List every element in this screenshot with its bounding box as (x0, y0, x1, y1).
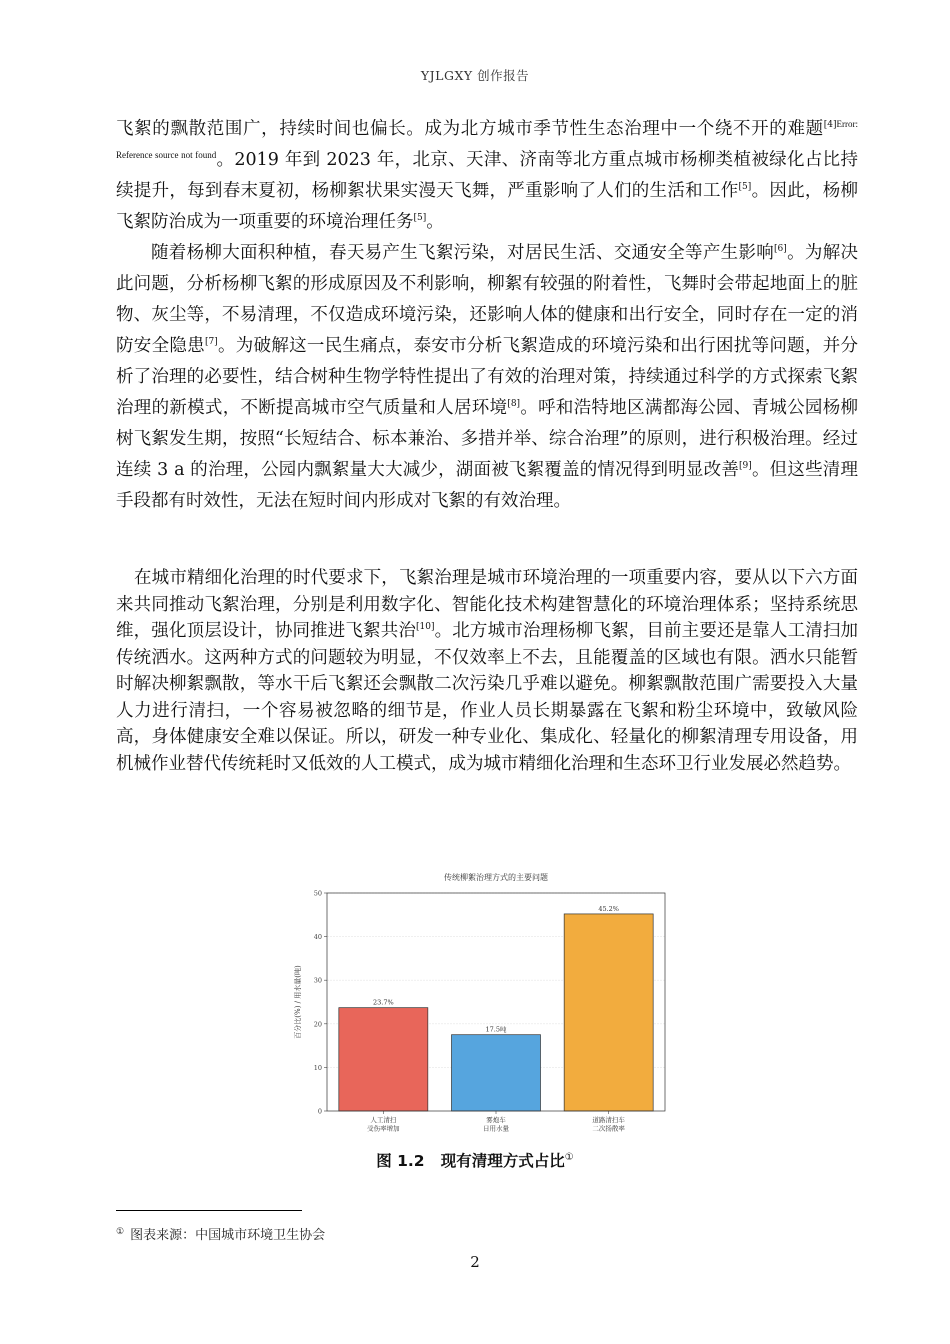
paragraph-1 (116, 114, 858, 238)
y-tick-label: 0 (317, 1107, 322, 1116)
y-tick-label: 40 (313, 933, 322, 942)
page-number: 2 (470, 1253, 480, 1271)
bar-chart (280, 862, 680, 1144)
x-tick-label: 道路清扫车 (592, 1116, 625, 1124)
paragraph-text: 。但这些清理手段都有时效性，无法在短时间内形成对飞絮的有效治理。 (116, 460, 858, 511)
bar (451, 1035, 540, 1111)
data-label: 45.2% (598, 904, 619, 913)
bar (564, 914, 653, 1111)
running-header: YJLGXY 创作报告 (420, 68, 530, 83)
y-tick-label: 50 (313, 889, 322, 898)
x-tick-label: 雾炮车 (486, 1116, 506, 1124)
x-tick-label: 受伤率增加 (367, 1124, 400, 1133)
x-tick-label: 日用水量 (483, 1124, 509, 1133)
x-tick-label: 二次扬散率 (592, 1124, 625, 1133)
citation-ref: [9] (739, 461, 752, 471)
reference-error: Error: Reference source not found (116, 119, 858, 160)
citation-ref: [10] (416, 622, 435, 632)
paragraph-text: 在城市精细化治理的时代要求下，飞絮治理是城市环境治理的一项重要内容，要从以下六方面来共同推动飞絮治理，分别是利用数字化、智能化技术构建智慧化的环境治理体系；坚持系统思维，强化顶层设计，协同推进飞絮共治 (116, 568, 858, 641)
paragraph-text: 。为解决此问题，分析杨柳飞絮的形成原因及不利影响，柳絮有较强的附着性，飞舞时会带起地面上的脏物、灰尘等，不易清理，不仅造成环境污染，还影响人体的健康和出行安全，同时存在一定的消防安全隐患 (116, 243, 859, 356)
figure-label: 图 1.2 (376, 1152, 425, 1170)
footnote-marker: ① (564, 1152, 574, 1163)
citation-ref: [5] (738, 182, 752, 192)
footnote-mark: ① (116, 1227, 125, 1237)
citation-ref: [4] (823, 120, 837, 130)
paragraph-text: 。因此，杨柳飞絮防治成为一项重要的环境治理任务 (116, 181, 859, 232)
paragraph-text: 飞絮的飘散范围广，持续时间也偏长。成为北方城市季节性生态治理中一个绕不开的难题 (116, 119, 824, 139)
footnote (116, 1224, 325, 1243)
data-label: 17.5吨 (485, 1025, 507, 1034)
paragraph-text: 。北方城市治理杨柳飞絮，目前主要还是靠人工清扫加传统洒水。这两种方式的问题较为明显，不仅效率上不去，且能覆盖的区域也有限。洒水只能暂时解决柳絮飘散，等水干后飞絮还会飘散二次污染几乎难以避免。柳絮飘散范围广需要投入大量人力进行清扫，一个容易被忽略的细节是，作业人员长期暴露在飞絮和粉尘环境中，致敏风险高，身体健康安全难以保证。所以，研发一种专业化、集成化、轻量化的柳絮清理专用设备，用机械作业替代传统耗时又低效的人工模式，成为城市精细化治理和生态环卫行业发展必然趋势。 (116, 621, 859, 774)
citation-ref: [7] (204, 337, 218, 347)
footnote-text: 图表来源：中国城市环境卫生协会 (130, 1228, 326, 1243)
figure-caption (0, 1149, 950, 1171)
citation-ref: [5] (413, 213, 427, 223)
citation-ref: [6] (774, 244, 787, 254)
paragraph-text: 。 (426, 212, 444, 232)
figure-caption-text: 现有清理方式占比 (440, 1152, 565, 1170)
body-text (116, 114, 858, 517)
paragraph-text: 。2019 年到 2023 年，北京、天津、济南等北方重点城市杨柳类植被绿化占比持续提升，每到春末夏初，杨柳絮状果实漫天飞舞，严重影响了人们的生活和工作 (116, 150, 858, 201)
data-label: 23.7% (373, 998, 394, 1007)
citation-ref: [8] (507, 399, 521, 409)
y-axis-label: 百分比(%) / 用水量(吨) (294, 965, 302, 1039)
x-tick-label: 人工清扫 (370, 1116, 397, 1124)
y-tick-label: 20 (313, 1020, 322, 1029)
paragraph-3 (116, 565, 858, 777)
chart-title: 传统柳絮治理方式的主要问题 (444, 873, 548, 882)
paragraph-text: 。呼和浩特地区满都海公园、青城公园杨柳树飞絮发生期，按照“长短结合、标本兼治、多措并举、综合治理”的原则，进行积极治理。经过连续 3 a 的治理，公园内飘絮量大大减少，湖面被飞絮覆盖的情况得到明显改善 (116, 398, 859, 480)
paragraph-text: 。为破解这一民生痛点，泰安市分析飞絮造成的环境污染和出行困扰等问题，并分析了治理的必要性，结合树种生物学特性提出了有效的治理对策，持续通过科学的方式探索飞絮治理的新模式，不断提高城市空气质量和人居环境 (116, 336, 859, 418)
y-tick-label: 30 (313, 976, 322, 985)
bar (339, 1008, 428, 1111)
footnote-divider (116, 1210, 302, 1211)
y-tick-label: 10 (313, 1063, 322, 1072)
paragraph-2 (116, 238, 858, 517)
paragraph-text: 随着杨柳大面积种植，春天易产生飞絮污染，对居民生活、交通安全等产生影响 (151, 243, 775, 263)
